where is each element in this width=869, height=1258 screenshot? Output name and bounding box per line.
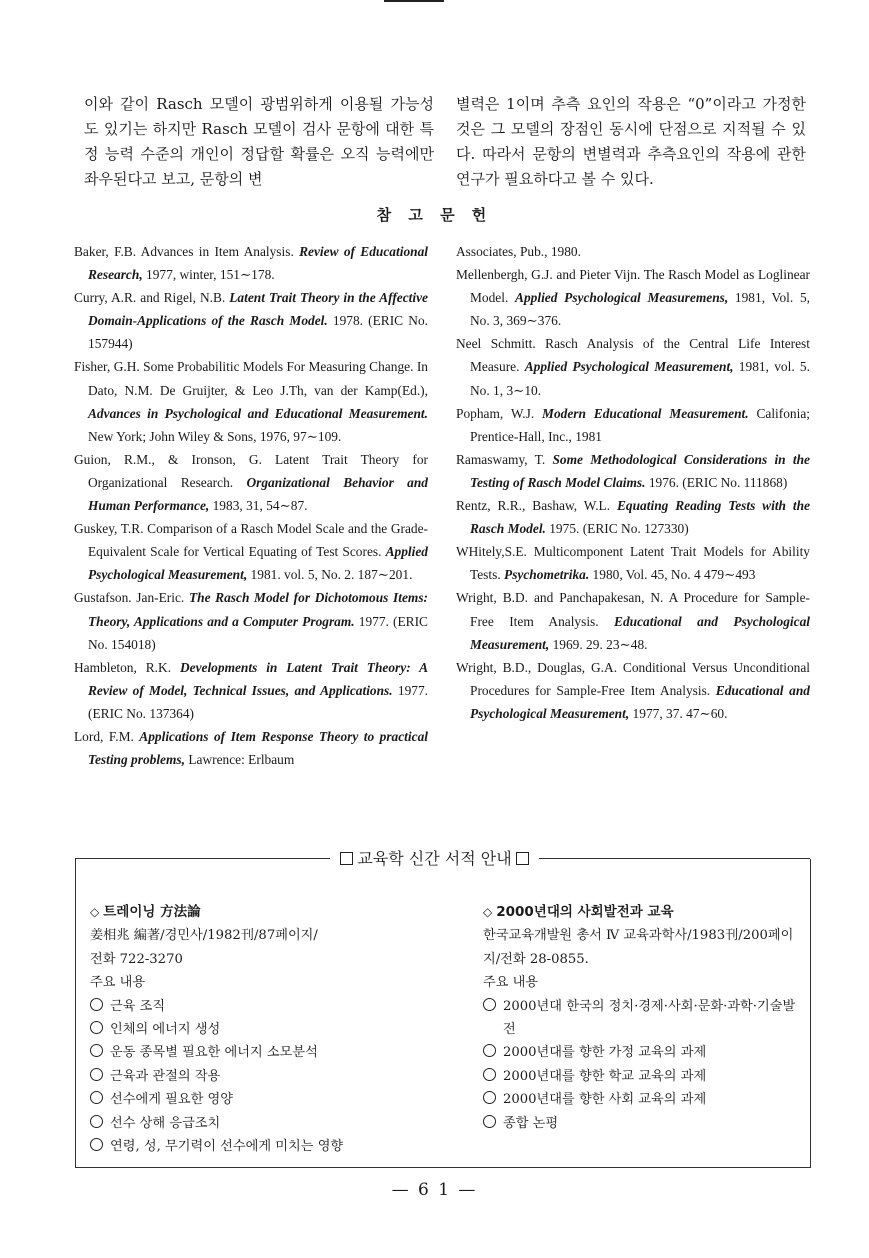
book-entry-right [483, 901, 803, 1135]
diamond-icon: ◇ [90, 905, 100, 919]
reference-title: Applications of Item Response Theory to practical Testing problems, [88, 728, 428, 768]
contents-item-text: 선수에게 필요한 영양 [110, 1092, 234, 1108]
reference-text: Baker, F.B. Advances in Item Analysis. [74, 244, 300, 259]
circle-bullet-icon [90, 1044, 103, 1057]
circle-bullet-icon [483, 1068, 496, 1081]
references-column-left [74, 240, 428, 771]
contents-item [483, 1041, 803, 1064]
reference-entry [456, 263, 810, 332]
contents-item [90, 1018, 450, 1041]
circle-bullet-icon [483, 1091, 496, 1104]
contents-item [483, 1112, 803, 1135]
contents-item-text: 근육 조직 [110, 998, 166, 1014]
reference-entry [74, 725, 428, 771]
references-column-right [456, 240, 810, 725]
reference-entry [74, 586, 428, 655]
book-title-line [90, 901, 450, 924]
contents-item [90, 1041, 450, 1064]
contents-item [90, 1065, 450, 1088]
reference-text: Curry, A.R. and Rigel, N.B. [74, 290, 230, 306]
reference-text: New York; John Wiley & Sons, 1976, 97∼109. [88, 428, 342, 444]
reference-entry [456, 240, 810, 263]
circle-bullet-icon [483, 1044, 496, 1057]
reference-text: Lawrence: Erlbaum [184, 752, 295, 768]
reference-text: Rentz, R.R., Bashaw, W.L. [456, 498, 617, 514]
reference-text: 1980, Vol. 45, No. 4 479∼493 [589, 567, 756, 583]
book-publisher: 한국교육개발원 총서 Ⅳ 교육과학사/1983刊/200페이지/전화 28-0855. [483, 928, 794, 967]
reference-title: Developments in Latent Trait Theory: A Review of Model, Technical Issues, and Applications. [88, 659, 429, 698]
reference-text: Neel Schmitt. Rasch Analysis of the Central Life Interest Measure. [456, 336, 810, 375]
contents-item [90, 1088, 450, 1111]
circle-bullet-icon [90, 1021, 103, 1034]
contents-list [483, 995, 803, 1135]
contents-item-text: 2000년대 한국의 정치·경제·사회·문화·과학·기술발전 [503, 998, 796, 1038]
notice-title-text: 교육학 신간 서적 안내 [357, 849, 512, 868]
reference-text: 1983, 31, 54∼87. [209, 498, 308, 514]
contents-item-text: 인체의 에너지 생성 [110, 1022, 221, 1038]
reference-entry [456, 586, 810, 655]
reference-text: Califonia; Prentice-Hall, Inc., 1981 [470, 405, 810, 444]
circle-bullet-icon [90, 1115, 103, 1128]
top-rule [384, 0, 444, 2]
reference-entry [74, 355, 428, 447]
reference-title: Modern Educational Measurement. [542, 405, 749, 421]
circle-bullet-icon [483, 998, 496, 1011]
reference-entry [74, 286, 428, 355]
reference-entry [74, 240, 428, 286]
reference-title: Review of Educational Research, [88, 244, 428, 283]
contents-item [483, 1088, 803, 1111]
reference-text: Hambleton, R.K. [74, 659, 180, 675]
contents-item-text: 근육과 관절의 작용 [110, 1068, 221, 1084]
reference-entry [456, 656, 810, 725]
reference-entry [456, 494, 810, 540]
book-phone: 전화 722-3270 [90, 951, 183, 967]
page-number: — 6 1 — [391, 1180, 478, 1200]
reference-entry [74, 448, 428, 517]
reference-title: Latent Trait Theory in the Affective Domain-Applications of the Rasch Model. [88, 290, 428, 329]
reference-text: Ramaswamy, T. [456, 451, 553, 467]
reference-text: Popham, W.J. [456, 405, 543, 421]
reference-title: Some Methodological Considerations in the Testing of Rasch Model Claims. [470, 451, 810, 490]
reference-title: Organizational Behavior and Human Performance, [88, 474, 428, 514]
book-publisher: 姜相兆 編著/경민사/1982刊/87페이지/ [90, 928, 318, 944]
contents-item-text: 종합 논평 [503, 1115, 559, 1131]
reference-entry [456, 402, 810, 448]
book-entry-left [90, 901, 450, 1158]
contents-item [483, 995, 803, 1042]
reference-title: Applied Psychological Measuremens, [515, 290, 729, 306]
reference-title: Psychometrika. [504, 567, 590, 583]
reference-text: 1975. (ERIC No. 127330) [545, 521, 689, 537]
circle-bullet-icon [90, 998, 103, 1011]
contents-item [90, 1135, 450, 1158]
contents-item [90, 1112, 450, 1135]
book-title: 2000년대의 사회발전과 교육 [496, 904, 674, 920]
contents-item [90, 995, 450, 1018]
contents-item-text: 2000년대를 향한 사회 교육의 과제 [503, 1092, 707, 1108]
reference-text: 1981, Vol. 5, No. 3, 369∼376. [470, 290, 810, 329]
reference-title: Equating Reading Tests with the Rasch Model. [470, 498, 811, 537]
reference-text: 1977. (ERIC No. 137364) [88, 682, 428, 721]
reference-text: 1981. vol. 5, No. 2. 187∼201. [247, 567, 413, 583]
reference-entry [74, 517, 428, 586]
book-title: 트레이닝 方法論 [103, 904, 201, 920]
reference-entry [74, 656, 428, 725]
reference-text: 1969. 29. 23∼48. [549, 636, 648, 652]
circle-bullet-icon [90, 1138, 103, 1151]
reference-title: The Rasch Model for Dichotomous Items: Theory, Applications and a Computer Program. [88, 590, 428, 629]
reference-title: Educational and Psychological Measurement, [470, 682, 810, 721]
reference-text: Wright, B.D., Douglas, G.A. Conditional Versus Unconditional Procedures for Sample-Free Item Analysis. [456, 659, 810, 698]
reference-text: Wright, B.D. and Panchapakesan, N. A Procedure for Sample-Free Item Analysis. [456, 590, 810, 629]
reference-text: 1978. (ERIC No. 157944) [88, 313, 428, 352]
reference-text: Fisher, G.H. Some Probabilitic Models For Measuring Change. In Dato, N.M. De Gruijter, & Leo J.Th, van der Kamp(Ed.), [74, 359, 428, 398]
reference-text: 1977, 37. 47∼60. [629, 705, 728, 721]
circle-bullet-icon [90, 1068, 103, 1081]
contents-item-text: 2000년대를 향한 가정 교육의 과제 [503, 1045, 707, 1061]
circle-bullet-icon [483, 1115, 496, 1128]
reference-text: WHitely,S.E. Multicomponent Latent Trait Models for Ability Tests. [456, 544, 810, 583]
contents-item-text: 2000년대를 향한 학교 교육의 과제 [503, 1068, 707, 1084]
contents-label: 주요 내용 [483, 975, 539, 991]
contents-item [483, 1065, 803, 1088]
reference-text: 1977. (ERIC No. 154018) [88, 613, 428, 652]
reference-title: Applied Psychological Measurement, [88, 544, 428, 583]
reference-text: Lord, F.M. [74, 728, 140, 744]
reference-text: 1976. (ERIC No. 111868) [645, 474, 788, 490]
intro-paragraph-right: 별력은 1이며 추측 요인의 작용은 “0”이라고 가정한 것은 그 모델의 장점인 동시에 단점으로 지적될 수 있다. 따라서 문항의 변별력과 추측요인의 작용에 관한 연구가 필요하다고 볼 수 있다. [456, 95, 806, 188]
diamond-icon: ◇ [483, 905, 493, 919]
contents-item-text: 연령, 성, 무기력이 선수에게 미치는 영향 [110, 1139, 344, 1155]
intro-paragraph-left: 이와 같이 Rasch 모델이 광범위하게 이용될 가능성도 있기는 하지만 Rasch 모델이 검사 문항에 대한 특정 능력 수준의 개인이 정답할 확률은 오직 능력에만 좌우된다고 보고, 문항의 변 [84, 95, 434, 188]
reference-text: 1981, vol. 5. No. 1, 3∼10. [470, 359, 810, 398]
reference-entry [456, 448, 810, 494]
contents-list [90, 995, 450, 1159]
reference-text: Guskey, T.R. Comparison of a Rasch Model Scale and the Grade-Equivalent Scale for Vertical Equating of Test Scores. [74, 521, 428, 560]
reference-text: 1977, winter, 151∼178. [142, 267, 275, 283]
book-title-line [483, 901, 803, 924]
reference-text: Mellenbergh, G.J. and Pieter Vijn. The Rasch Model as Loglinear Model. [456, 267, 810, 306]
reference-entry [456, 332, 810, 401]
contents-item-text: 선수 상해 응급조치 [110, 1115, 221, 1131]
contents-item-text: 운동 종목별 필요한 에너지 소모분석 [110, 1045, 318, 1061]
circle-bullet-icon [90, 1091, 103, 1104]
reference-text: Guion, R.M., & Ironson, G. Latent Trait Theory for Organizational Research. [74, 451, 428, 490]
reference-title: Educational and Psychological Measurement, [470, 613, 810, 652]
reference-text: Gustafson. Jan-Eric. [74, 590, 189, 606]
reference-text: Associates, Pub., 1980. [456, 244, 581, 259]
references-heading: 참 고 문 헌 [376, 206, 493, 224]
reference-title: Applied Psychological Measurement, [524, 359, 734, 375]
reference-entry [456, 540, 810, 586]
reference-title: Advances in Psychological and Educational Measurement. [88, 405, 428, 421]
contents-label: 주요 내용 [90, 975, 146, 991]
